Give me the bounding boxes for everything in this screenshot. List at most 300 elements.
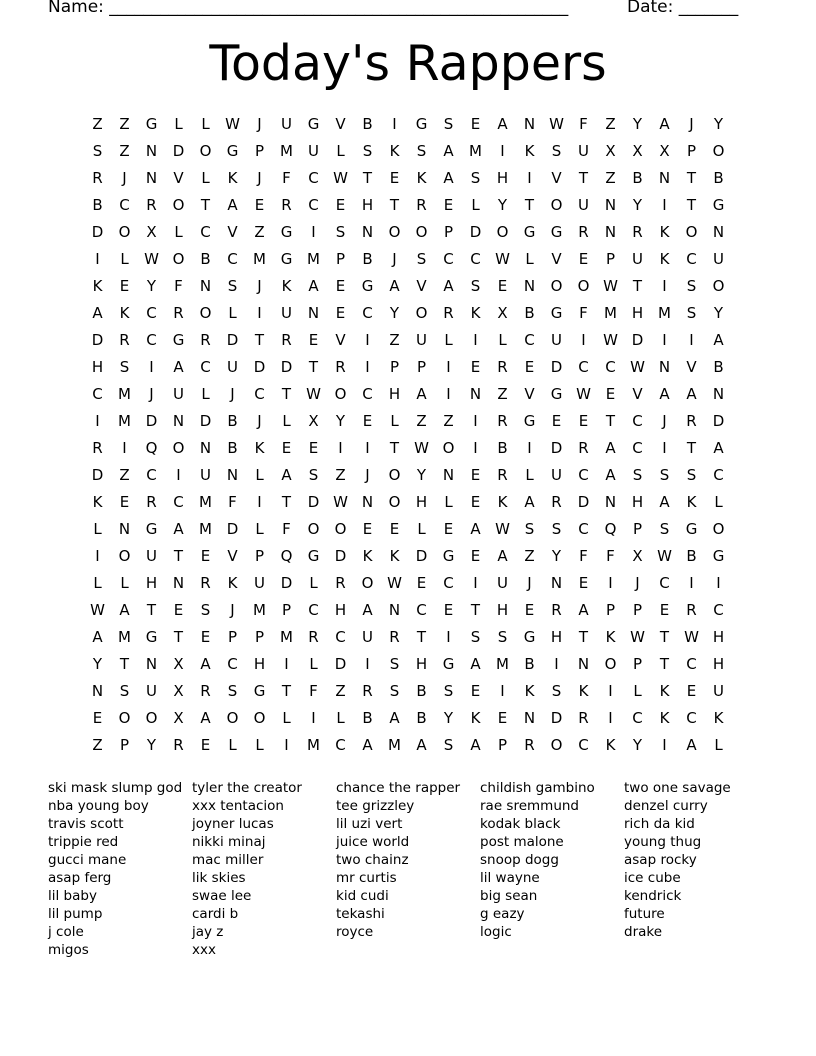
word-list-item: lil baby — [48, 888, 97, 904]
grid-letter: N — [307, 304, 320, 322]
grid-letter: S — [227, 277, 238, 295]
grid-letter: I — [446, 358, 451, 376]
grid-letter: K — [497, 493, 508, 511]
grid-letter: I — [149, 358, 154, 376]
grid-letter: G — [253, 682, 266, 700]
grid-row — [84, 300, 732, 327]
grid-letter: X — [308, 412, 319, 430]
grid-letter: D — [307, 493, 320, 511]
grid-letter: W — [657, 547, 672, 565]
grid-letter: R — [524, 736, 535, 754]
grid-letter: C — [200, 223, 211, 241]
grid-letter: L — [120, 250, 129, 268]
grid-letter: O — [415, 304, 428, 322]
grid-letter: K — [92, 277, 103, 295]
word-list-item: rae sremmund — [480, 798, 579, 814]
grid-letter: C — [308, 601, 319, 619]
grid-letter: M — [280, 142, 293, 160]
grid-letter: N — [712, 385, 725, 403]
grid-letter: D — [253, 358, 266, 376]
grid-letter: Y — [632, 736, 643, 754]
grid-letter: M — [469, 142, 482, 160]
grid-letter: X — [173, 655, 184, 673]
grid-letter: G — [145, 520, 158, 538]
grid-letter: B — [416, 682, 427, 700]
grid-letter: C — [632, 709, 643, 727]
grid-letter: W — [414, 439, 429, 457]
grid-letter: P — [605, 601, 616, 619]
grid-letter: A — [92, 628, 103, 646]
grid-letter: T — [200, 196, 211, 214]
grid-letter: K — [470, 709, 481, 727]
grid-letter: D — [91, 223, 104, 241]
grid-letter: X — [605, 142, 616, 160]
grid-letter: N — [658, 169, 671, 187]
grid-letter: A — [659, 115, 670, 133]
grid-letter: O — [172, 196, 185, 214]
grid-letter: M — [118, 385, 131, 403]
grid-letter: Y — [443, 709, 454, 727]
grid-letter: E — [470, 682, 481, 700]
grid-letter: L — [93, 574, 102, 592]
grid-letter: B — [713, 169, 724, 187]
grid-letter: H — [145, 574, 158, 592]
grid-letter: O — [307, 520, 320, 538]
grid-letter: E — [416, 574, 427, 592]
grid-letter: L — [201, 169, 210, 187]
grid-letter: S — [470, 169, 481, 187]
grid-letter: T — [146, 601, 157, 619]
grid-letter: P — [497, 736, 508, 754]
grid-letter: W — [144, 250, 159, 268]
grid-letter: T — [308, 358, 319, 376]
grid-letter: I — [95, 547, 100, 565]
grid-letter: J — [257, 169, 262, 187]
word-list-item: mr curtis — [336, 870, 397, 886]
grid-letter: T — [173, 547, 184, 565]
grid-letter: N — [172, 412, 185, 430]
grid-letter: J — [257, 277, 262, 295]
grid-letter: I — [662, 439, 667, 457]
grid-letter: K — [227, 169, 238, 187]
word-list-item: childish gambino — [480, 780, 595, 796]
worksheet-header — [0, 0, 816, 21]
word-list-item: gucci mane — [48, 852, 127, 868]
grid-letter: R — [173, 304, 184, 322]
grid-letter: V — [335, 115, 346, 133]
grid-letter: M — [658, 304, 671, 322]
word-list-item: two chainz — [336, 852, 409, 868]
grid-letter: Z — [119, 466, 130, 484]
grid-letter: I — [257, 304, 262, 322]
grid-row — [84, 165, 732, 192]
word-list-item: nikki minaj — [192, 834, 266, 850]
grid-letter: T — [362, 169, 373, 187]
grid-letter: K — [578, 682, 589, 700]
word-list-item: j cole — [48, 924, 84, 940]
grid-letter: S — [470, 277, 481, 295]
grid-letter: R — [497, 466, 508, 484]
grid-letter: L — [444, 493, 453, 511]
grid-letter: J — [230, 385, 235, 403]
grid-letter: E — [470, 547, 481, 565]
grid-letter: P — [227, 628, 238, 646]
grid-letter: E — [497, 277, 508, 295]
grid-letter: R — [92, 169, 103, 187]
grid-letter: R — [281, 196, 292, 214]
grid-letter: T — [416, 628, 427, 646]
grid-letter: R — [632, 223, 643, 241]
grid-letter: N — [118, 520, 131, 538]
grid-letter: N — [604, 493, 617, 511]
grid-letter: L — [417, 520, 426, 538]
grid-letter: G — [307, 547, 320, 565]
grid-letter: I — [257, 493, 262, 511]
grid-letter: E — [470, 358, 481, 376]
grid-letter: I — [662, 277, 667, 295]
grid-letter: C — [632, 439, 643, 457]
grid-letter: U — [362, 628, 373, 646]
grid-letter: O — [712, 277, 725, 295]
grid-letter: E — [335, 196, 346, 214]
grid-letter: K — [659, 223, 670, 241]
word-list-item: post malone — [480, 834, 564, 850]
grid-letter: H — [550, 628, 563, 646]
grid-letter: M — [118, 412, 131, 430]
grid-letter: A — [443, 169, 454, 187]
grid-letter: H — [91, 358, 104, 376]
grid-letter: H — [712, 628, 725, 646]
grid-letter: E — [119, 493, 130, 511]
grid-letter: X — [632, 142, 643, 160]
grid-letter: J — [149, 385, 154, 403]
grid-letter: D — [91, 331, 104, 349]
grid-letter: O — [604, 655, 617, 673]
word-list-item: lil wayne — [480, 870, 540, 886]
grid-letter: L — [633, 682, 642, 700]
grid-letter: C — [308, 169, 319, 187]
grid-letter: R — [200, 331, 211, 349]
grid-letter: C — [308, 196, 319, 214]
grid-letter: I — [473, 439, 478, 457]
grid-letter: A — [389, 709, 400, 727]
grid-letter: C — [254, 385, 265, 403]
grid-letter: K — [416, 169, 427, 187]
grid-letter: B — [524, 655, 535, 673]
grid-letter: Y — [551, 547, 562, 565]
grid-letter: S — [119, 358, 130, 376]
grid-letter: L — [525, 466, 534, 484]
grid-row — [84, 327, 732, 354]
grid-letter: I — [365, 358, 370, 376]
grid-letter: G — [280, 250, 293, 268]
grid-letter: M — [199, 520, 212, 538]
word-list-item: ski mask slump god — [48, 780, 183, 796]
grid-row — [84, 462, 732, 489]
grid-letter: C — [146, 304, 157, 322]
grid-letter: V — [551, 169, 562, 187]
grid-letter: J — [257, 115, 262, 133]
grid-letter: S — [308, 466, 319, 484]
word-list-item: big sean — [480, 888, 538, 904]
grid-letter: U — [551, 331, 562, 349]
grid-letter: Y — [713, 115, 724, 133]
grid-letter: F — [174, 277, 183, 295]
grid-letter: D — [550, 709, 563, 727]
grid-letter: S — [416, 250, 427, 268]
grid-letter: W — [630, 358, 645, 376]
grid-letter: R — [335, 574, 346, 592]
grid-letter: P — [632, 601, 643, 619]
grid-letter: G — [712, 547, 725, 565]
grid-letter: G — [145, 115, 158, 133]
grid-letter: E — [308, 439, 319, 457]
grid-letter: L — [336, 142, 345, 160]
grid-letter: N — [523, 277, 536, 295]
grid-letter: B — [227, 412, 238, 430]
grid-letter: S — [632, 466, 643, 484]
grid-letter: E — [605, 385, 616, 403]
grid-letter: I — [176, 466, 181, 484]
grid-letter: W — [495, 250, 510, 268]
grid-letter: S — [497, 628, 508, 646]
grid-letter: I — [311, 223, 316, 241]
grid-letter: L — [714, 736, 723, 754]
grid-row — [84, 597, 732, 624]
grid-letter: A — [173, 520, 184, 538]
grid-letter: I — [284, 655, 289, 673]
grid-letter: L — [309, 574, 318, 592]
grid-letter: E — [119, 277, 130, 295]
word-list-item: royce — [336, 924, 374, 940]
grid-row — [84, 381, 732, 408]
grid-letter: X — [632, 547, 643, 565]
grid-letter: C — [578, 736, 589, 754]
grid-row — [84, 273, 732, 300]
grid-letter: Q — [604, 520, 617, 538]
grid-letter: D — [577, 493, 590, 511]
grid-letter: E — [389, 169, 400, 187]
grid-letter: O — [712, 142, 725, 160]
grid-letter: I — [95, 412, 100, 430]
grid-letter: N — [199, 277, 212, 295]
grid-letter: F — [579, 304, 588, 322]
grid-letter: E — [443, 520, 454, 538]
grid-letter: E — [470, 493, 481, 511]
grid-letter: Z — [389, 331, 400, 349]
grid-letter: G — [280, 223, 293, 241]
grid-letter: R — [551, 601, 562, 619]
grid-letter: D — [172, 142, 185, 160]
grid-letter: G — [442, 655, 455, 673]
grid-letter: I — [473, 331, 478, 349]
grid-letter: T — [524, 196, 535, 214]
grid-letter: I — [581, 331, 586, 349]
grid-letter: O — [118, 223, 131, 241]
word-list-item: logic — [480, 924, 512, 940]
grid-row — [84, 516, 732, 543]
grid-letter: D — [91, 466, 104, 484]
grid-letter: R — [578, 709, 589, 727]
grid-letter: I — [662, 331, 667, 349]
grid-letter: P — [632, 520, 643, 538]
grid-letter: C — [632, 412, 643, 430]
grid-letter: E — [524, 601, 535, 619]
grid-letter: E — [362, 520, 373, 538]
grid-letter: S — [200, 601, 211, 619]
grid-letter: I — [554, 655, 559, 673]
grid-letter: R — [335, 358, 346, 376]
grid-row — [84, 570, 732, 597]
grid-letter: U — [254, 574, 265, 592]
grid-letter: S — [551, 682, 562, 700]
grid-letter: D — [550, 439, 563, 457]
grid-letter: U — [146, 547, 157, 565]
word-list-item: tee grizzley — [336, 798, 415, 814]
grid-letter: I — [392, 115, 397, 133]
grid-letter: M — [253, 250, 266, 268]
grid-letter: Y — [713, 304, 724, 322]
grid-letter: E — [254, 196, 265, 214]
grid-letter: S — [362, 142, 373, 160]
grid-row — [84, 246, 732, 273]
grid-letter: U — [173, 385, 184, 403]
grid-letter: N — [604, 196, 617, 214]
grid-letter: E — [443, 601, 454, 619]
grid-letter: O — [550, 277, 563, 295]
grid-letter: E — [389, 520, 400, 538]
grid-letter: O — [712, 520, 725, 538]
grid-letter: E — [281, 439, 292, 457]
grid-letter: H — [712, 655, 725, 673]
grid-letter: K — [524, 682, 535, 700]
grid-letter: T — [632, 277, 643, 295]
grid-letter: C — [200, 358, 211, 376]
grid-letter: J — [365, 466, 370, 484]
grid-letter: J — [392, 250, 397, 268]
grid-letter: G — [523, 628, 536, 646]
grid-letter: A — [686, 385, 697, 403]
grid-letter: V — [524, 385, 535, 403]
grid-letter: P — [335, 250, 346, 268]
grid-letter: Z — [605, 115, 616, 133]
grid-letter: C — [713, 466, 724, 484]
grid-letter: H — [631, 304, 644, 322]
grid-letter: F — [606, 547, 615, 565]
grid-letter: E — [200, 736, 211, 754]
grid-letter: O — [388, 223, 401, 241]
grid-letter: B — [713, 358, 724, 376]
grid-letter: R — [200, 574, 211, 592]
grid-row — [84, 678, 732, 705]
grid-letter: R — [92, 439, 103, 457]
grid-letter: Z — [416, 412, 427, 430]
word-list-item: migos — [48, 942, 89, 958]
grid-letter: B — [227, 439, 238, 457]
grid-letter: G — [523, 223, 536, 241]
grid-letter: M — [307, 736, 320, 754]
grid-letter: M — [118, 628, 131, 646]
grid-letter: C — [362, 304, 373, 322]
grid-letter: I — [446, 628, 451, 646]
grid-letter: K — [470, 304, 481, 322]
grid-letter: A — [713, 439, 724, 457]
grid-letter: V — [335, 331, 346, 349]
word-list-item: kendrick — [624, 888, 682, 904]
grid-letter: A — [686, 736, 697, 754]
grid-letter: J — [689, 115, 694, 133]
grid-letter: Z — [605, 169, 616, 187]
grid-letter: G — [172, 331, 185, 349]
grid-letter: S — [416, 142, 427, 160]
grid-letter: S — [389, 682, 400, 700]
name-field-label: Name: ______________________________________________________ — [48, 0, 569, 17]
grid-letter: C — [227, 250, 238, 268]
grid-letter: D — [199, 412, 212, 430]
grid-letter: I — [365, 655, 370, 673]
grid-letter: B — [362, 709, 373, 727]
word-list-column — [624, 779, 768, 959]
word-list-item: nba young boy — [48, 798, 149, 814]
grid-letter: L — [444, 331, 453, 349]
grid-letter: S — [659, 520, 670, 538]
grid-letter: N — [145, 655, 158, 673]
grid-letter: T — [173, 628, 184, 646]
grid-letter: L — [336, 709, 345, 727]
grid-letter: I — [527, 439, 532, 457]
grid-letter: C — [713, 601, 724, 619]
grid-row — [84, 138, 732, 165]
grid-letter: U — [497, 574, 508, 592]
grid-letter: C — [173, 493, 184, 511]
word-list-item: lil uzi vert — [336, 816, 403, 832]
grid-letter: D — [280, 574, 293, 592]
grid-letter: L — [390, 412, 399, 430]
grid-letter: S — [551, 520, 562, 538]
grid-letter: Z — [497, 385, 508, 403]
grid-letter: U — [632, 250, 643, 268]
grid-letter: G — [550, 304, 563, 322]
grid-letter: E — [443, 196, 454, 214]
grid-letter: E — [578, 574, 589, 592]
grid-letter: H — [415, 655, 428, 673]
grid-letter: J — [257, 412, 262, 430]
grid-letter: C — [578, 466, 589, 484]
grid-letter: A — [92, 304, 103, 322]
grid-letter: S — [686, 466, 697, 484]
grid-letter: L — [714, 493, 723, 511]
grid-letter: D — [145, 412, 158, 430]
grid-letter: C — [335, 736, 346, 754]
grid-letter: A — [389, 277, 400, 295]
grid-letter: L — [201, 385, 210, 403]
grid-letter: N — [172, 574, 185, 592]
grid-letter: R — [497, 412, 508, 430]
grid-letter: A — [659, 493, 670, 511]
grid-letter: I — [446, 385, 451, 403]
grid-letter: P — [254, 628, 265, 646]
grid-letter: T — [119, 655, 130, 673]
grid-letter: I — [662, 196, 667, 214]
grid-letter: D — [334, 547, 347, 565]
grid-letter: Z — [119, 142, 130, 160]
grid-letter: V — [551, 250, 562, 268]
grid-letter: T — [686, 439, 697, 457]
grid-row — [84, 111, 732, 138]
grid-letter: W — [225, 115, 240, 133]
grid-letter: A — [308, 277, 319, 295]
grid-letter: B — [362, 115, 373, 133]
